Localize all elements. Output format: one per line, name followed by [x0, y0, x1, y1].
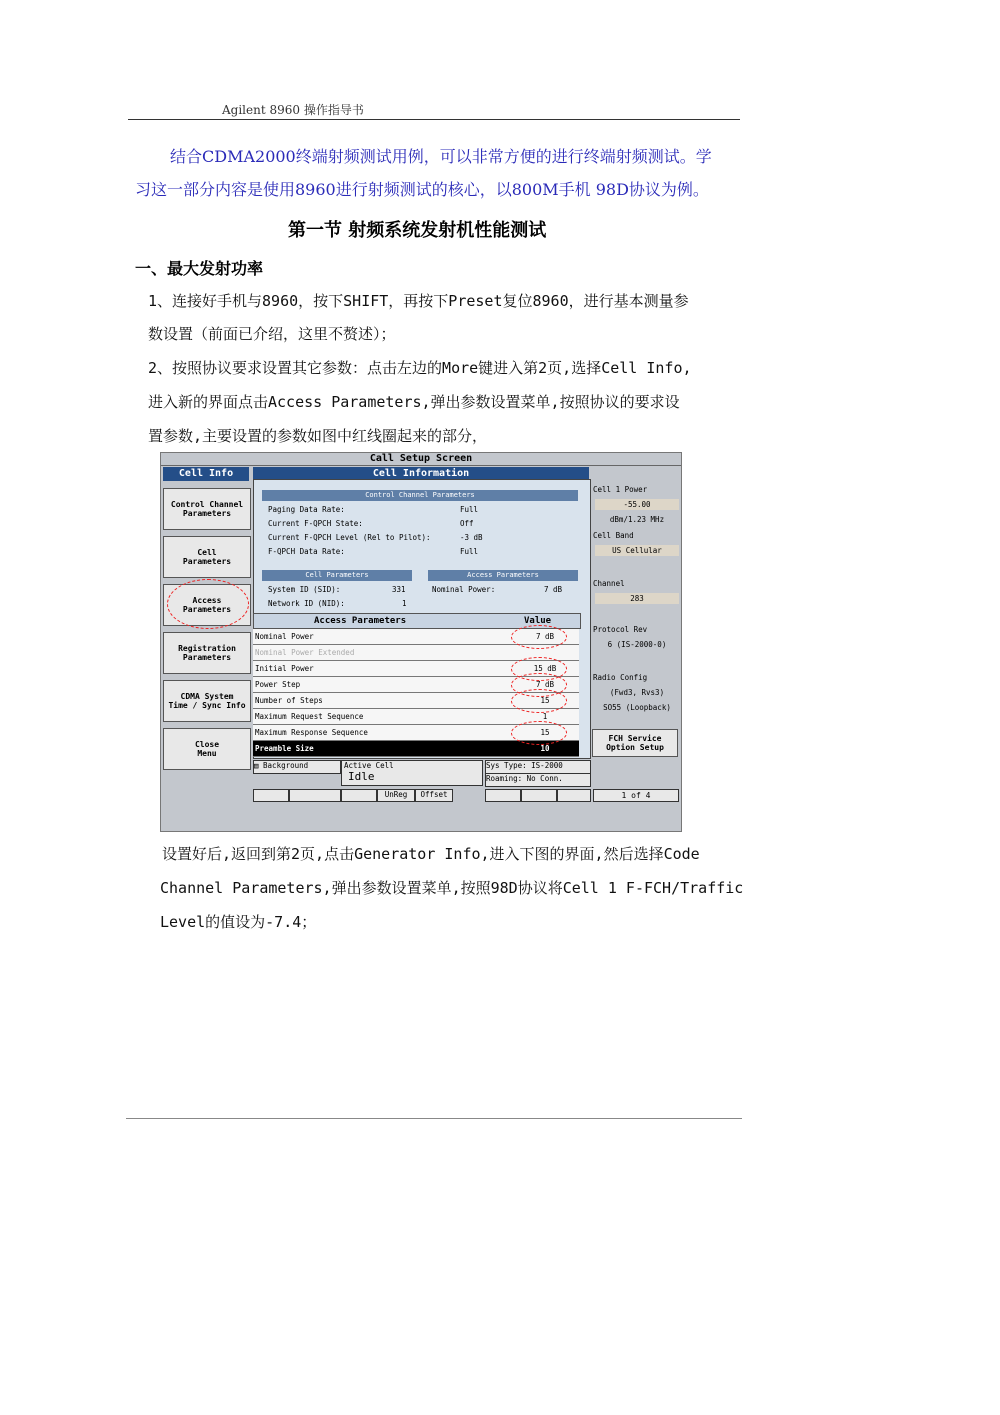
row-key: Nominal Power — [255, 632, 314, 641]
row-key: Nominal Power Extended — [255, 648, 355, 657]
cell-band-label: Cell Band — [593, 531, 634, 540]
btn-label: Close — [194, 740, 220, 749]
subsection-title: 一、最大发射功率 — [135, 259, 264, 278]
cell-params-button[interactable] — [163, 536, 251, 578]
instrument-title: Call Setup Screen — [161, 453, 681, 466]
highlight-ring — [167, 579, 249, 629]
cc-label: F-QPCH Data Rate: — [268, 547, 345, 556]
left-header: Cell Info — [163, 467, 249, 481]
offset-key[interactable]: Offset — [415, 789, 453, 802]
sys-type-status: Sys Type: IS-2000 — [485, 760, 591, 774]
radio-config-value[interactable]: (Fwd3, Rvs3) — [609, 688, 665, 697]
row-key: Power Step — [255, 680, 301, 689]
row-value: 15 dB — [533, 664, 557, 673]
step1-line-1: 1、连接好手机与8960，按下SHIFT，再按下Preset复位8960，进行基本测量参 — [148, 292, 689, 310]
row-value: 1 — [542, 712, 548, 721]
cdma-system-time-button[interactable] — [163, 680, 251, 722]
channel-value[interactable]: 283 — [595, 593, 679, 604]
footer-rule — [126, 1118, 742, 1119]
screen-bottom — [161, 803, 681, 831]
cc-label: Current F-QPCH State: — [268, 519, 363, 528]
btn-label: Registration — [178, 644, 236, 653]
system-id-label: System ID (SID): — [268, 585, 341, 594]
softkey-slot[interactable] — [521, 789, 557, 802]
btn-label: Menu — [197, 749, 217, 758]
cell-power-unit: dBm/1.23 MHz — [609, 515, 665, 524]
background-icon: ▤ — [254, 761, 264, 770]
cc-value: -3 dB — [460, 533, 483, 542]
step2-line-2: 进入新的界面点击Access Parameters,弹出参数设置菜单,按照协议的要求设 — [148, 393, 680, 411]
header-rule — [128, 119, 740, 120]
channel-label: Channel — [593, 579, 625, 588]
row-value: 15 — [540, 728, 550, 737]
step1-line-2: 数设置（前面已介绍，这里不赘述）； — [148, 325, 396, 343]
btn-label: Parameters — [182, 557, 232, 566]
cc-label: Paging Data Rate: — [268, 505, 345, 514]
highlight-ring — [511, 689, 567, 713]
protocol-rev-value[interactable]: 6 (IS-2000-0) — [607, 640, 667, 649]
nominal-power-value: 7 dB — [544, 585, 563, 594]
access-params-header: Access Parameters — [428, 570, 578, 581]
control-channel-header: Control Channel Parameters — [262, 490, 578, 501]
section-title: 第一节 射频系统发射机性能测试 — [288, 220, 547, 241]
protocol-rev-label: Protocol Rev — [593, 625, 648, 634]
roaming-status: Roaming: No Conn. — [485, 773, 591, 787]
registration-params-button[interactable] — [163, 632, 251, 674]
cell-power-value[interactable]: -55.00 — [595, 499, 679, 510]
btn-label: Time / Sync Info — [168, 701, 246, 710]
softkey-slot[interactable] — [557, 789, 591, 802]
cell-band-value[interactable]: US Cellular — [595, 545, 679, 556]
btn-label: CDMA System — [180, 692, 234, 701]
radio-config-label: Radio Config — [593, 673, 648, 682]
btn-label: FCH Service — [608, 734, 662, 743]
after-line-2: Channel Parameters,弹出参数设置菜单,按照98D协议将Cell 1 F-FCH/Traffic — [160, 879, 744, 897]
btn-label: Cell — [197, 548, 217, 557]
cell-parms-panel — [591, 467, 680, 801]
row-key: Maximum Request Sequence — [255, 712, 364, 721]
running-header: Agilent 8960 操作指导书 — [222, 103, 364, 117]
control-channel-params-button[interactable] — [163, 488, 251, 530]
row-key: Initial Power — [255, 664, 314, 673]
background-label: Background — [263, 761, 309, 770]
btn-label: Access — [192, 596, 222, 605]
after-line-3: Level的值设为-7.4； — [160, 913, 317, 931]
row-value: 15 — [540, 696, 550, 705]
row-key: Number of Steps — [255, 696, 323, 705]
system-id-value: 331 — [392, 585, 406, 594]
nominal-power-label: Nominal Power: — [432, 585, 496, 594]
step2-line-3: 置参数,主要设置的参数如图中红线圈起来的部分， — [148, 427, 488, 445]
row-key: Maximum Response Sequence — [255, 728, 368, 737]
service-option-value: SO55 (Loopback) — [603, 703, 671, 712]
table-header-name: Access Parameters — [314, 616, 407, 626]
highlight-ring — [511, 625, 567, 649]
btn-label: Option Setup — [606, 743, 664, 752]
instrument-screenshot — [160, 452, 682, 832]
softkey-slot[interactable] — [341, 789, 377, 802]
call-state: Idle — [348, 770, 375, 783]
cc-value: Off — [460, 519, 474, 528]
page-indicator: 1 of 4 — [593, 789, 679, 802]
fch-service-button[interactable] — [592, 729, 678, 757]
after-line-1: 设置好后,返回到第2页,点击Generator Info,进入下图的界面,然后选择Code — [162, 845, 700, 863]
row-value: 7 dB — [535, 632, 555, 641]
highlight-ring — [511, 721, 567, 745]
table-header-value: Value — [524, 616, 552, 626]
btn-label: Parameters — [182, 509, 232, 518]
cell-power-label: Cell 1 Power — [593, 485, 648, 494]
intro-line-2: 习这一部分内容是使用8960进行射频测试的核心，以800M手机 98D协议为例。 — [135, 180, 709, 199]
cc-value: Full — [460, 505, 479, 514]
active-cell-status — [341, 760, 483, 786]
network-id-value: 1 — [402, 599, 407, 608]
btn-label: Parameters — [182, 605, 232, 614]
step2-line-1: 2、按照协议要求设置其它参数：点击左边的More键进入第2页,选择Cell Info, — [148, 359, 692, 377]
softkey-slot[interactable] — [289, 789, 341, 802]
softkey-slot[interactable] — [253, 789, 289, 802]
softkey-slot[interactable] — [485, 789, 521, 802]
row-value: 10 — [540, 744, 550, 753]
background-button[interactable] — [253, 760, 341, 774]
btn-label: Parameters — [182, 653, 232, 662]
main-header: Cell Information — [253, 467, 589, 481]
row-key: Preamble Size — [255, 744, 314, 753]
intro-line-1: 结合CDMA2000终端射频测试用例，可以非常方便的进行终端射频测试。学 — [170, 147, 712, 166]
network-id-label: Network ID (NID): — [268, 599, 345, 608]
cc-label: Current F-QPCH Level (Rel to Pilot): — [268, 533, 431, 542]
row-value: 7 dB — [535, 680, 555, 689]
cc-value: Full — [460, 547, 479, 556]
unreg-key[interactable]: UnReg — [377, 789, 415, 802]
close-menu-button[interactable] — [163, 728, 251, 770]
cell-params-header: Cell Parameters — [262, 570, 412, 581]
active-cell-label: Active Cell — [344, 761, 394, 770]
btn-label: Control Channel — [170, 500, 244, 509]
access-params-table[interactable] — [253, 613, 579, 757]
